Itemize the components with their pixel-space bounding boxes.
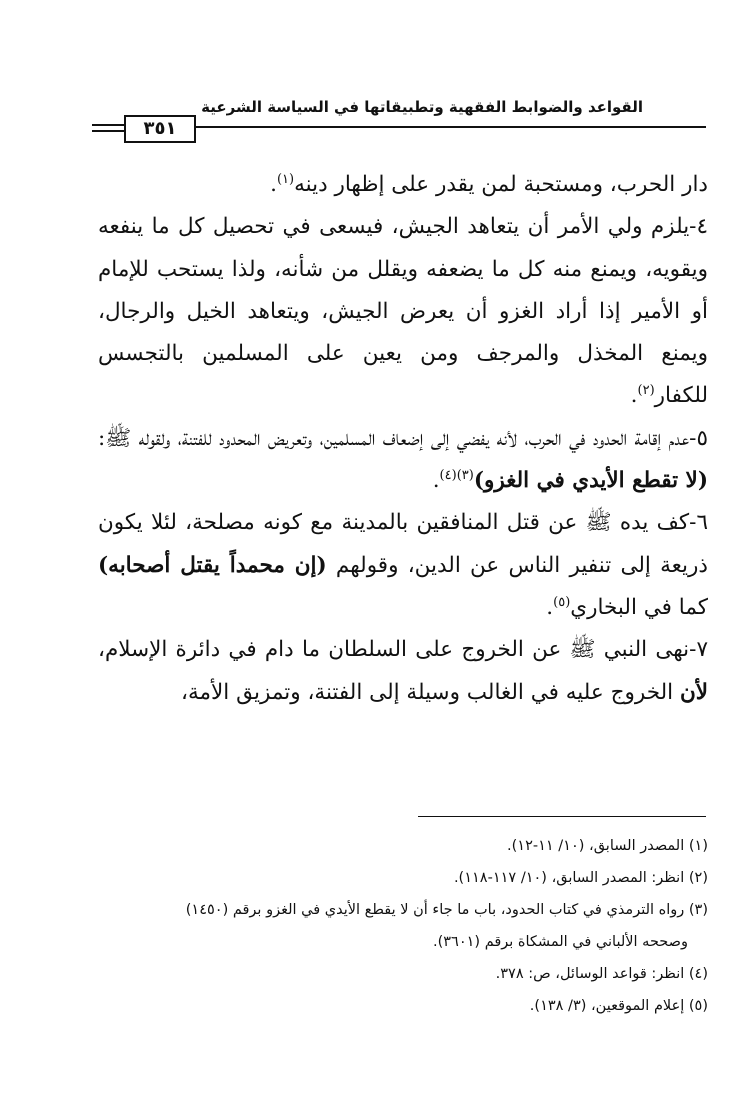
paragraph-4-text: ٦-كف يده ﷺ عن قتل المنافقين بالمدينة مع كونه مصلحة، لئلا يكون ذريعة إلى تنفير الناس عن الدين، وقولهم: [98, 510, 708, 578]
footnote-ref-4: (٤): [439, 467, 457, 483]
paragraph-3-end: .: [432, 468, 440, 494]
footnote-ref-5: (٥): [553, 594, 571, 610]
body-text: [98, 164, 708, 714]
paragraph-2-end: .: [630, 383, 638, 409]
footnote-ref-3: (٣): [456, 467, 474, 483]
footnote-3: (٣) رواه الترمذي في كتاب الحدود، باب ما جاء أن لا يقطع الأيدي في الغزو برقم (١٤٥٠): [185, 902, 708, 918]
paragraph-5: [98, 629, 708, 714]
footnotes: [86, 830, 708, 1022]
paragraph-1: [98, 164, 708, 206]
paragraph-2: [98, 206, 708, 417]
footnote-rule: [418, 816, 706, 817]
quote-2: (إن محمداً يقتل أصحابه): [98, 552, 327, 578]
footnote-1: (١) المصدر السابق، (١٠/ ١١-١٢).: [507, 838, 708, 854]
paragraph-1-end: .: [270, 172, 277, 197]
paragraph-4: [98, 502, 708, 629]
paragraph-5-text-b: الخروج عليه في الغالب وسيلة إلى الفتنة، وتمزيق الأمة،: [181, 679, 674, 705]
footnote-ref-2: (٢): [637, 383, 655, 399]
header-rule: [196, 126, 706, 128]
paragraph-5-text-a: ٧-نهى النبي ﷺ عن الخروج على السلطان ما دام في دائرة الإسلام،: [98, 637, 708, 663]
header-dash-top: [92, 124, 124, 126]
running-header-title: القواعد والضوابط الفقهية وتطبيقاتها في السياسة الشرعية: [201, 98, 643, 116]
paragraph-2-text: ٤-يلزم ولي الأمر أن يتعاهد الجيش، فيسعى في تحصيل كل ما ينفعه ويقويه، ويمنع منه كل ما يضعفه ويقلل من شأنه، ولذا يستحب للإمام أو الأمير إذا أراد الغزو أن يعرض الجيش، ويتعاهد الخيل والرجال، ويمنع المخذل والمرجف ومن يعين على المسلمين بالتجسس للكفار: [98, 214, 708, 409]
hadith-quote-1: (لا تقطع الأيدي في الغزو): [473, 468, 708, 494]
footnote-ref-1: (١): [276, 171, 295, 187]
header-dash-bottom: [92, 130, 124, 132]
paragraph-3-text: ٥-عدم إقامة الحدود في الحرب، لأنه يفضي إلى إضعاف المسلمين، وتعريض المحدود للفتنة، ولقوله ﷺ:: [98, 425, 708, 451]
paragraph-3: [98, 418, 708, 503]
page-number: ٣٥١: [124, 115, 196, 143]
footnote-4: (٤) انظر: قواعد الوسائل، ص: ٣٧٨.: [495, 966, 708, 982]
paragraph-1-text: دار الحرب، ومستحبة لمن يقدر على إظهار دينه: [294, 172, 708, 197]
paragraph-4-end: .: [546, 594, 554, 620]
footnote-5: (٥) إعلام الموقعين، (٣/ ١٣٨).: [529, 998, 708, 1014]
footnote-3-continued: وصححه الألباني في المشكاة برقم (٣٦٠١).: [432, 934, 688, 950]
paragraph-5-bold: لأن: [679, 679, 708, 705]
paragraph-4-tail: كما في البخاري: [570, 594, 708, 620]
footnote-2: (٢) انظر: المصدر السابق، (١٠/ ١١٧-١١٨).: [453, 870, 708, 886]
